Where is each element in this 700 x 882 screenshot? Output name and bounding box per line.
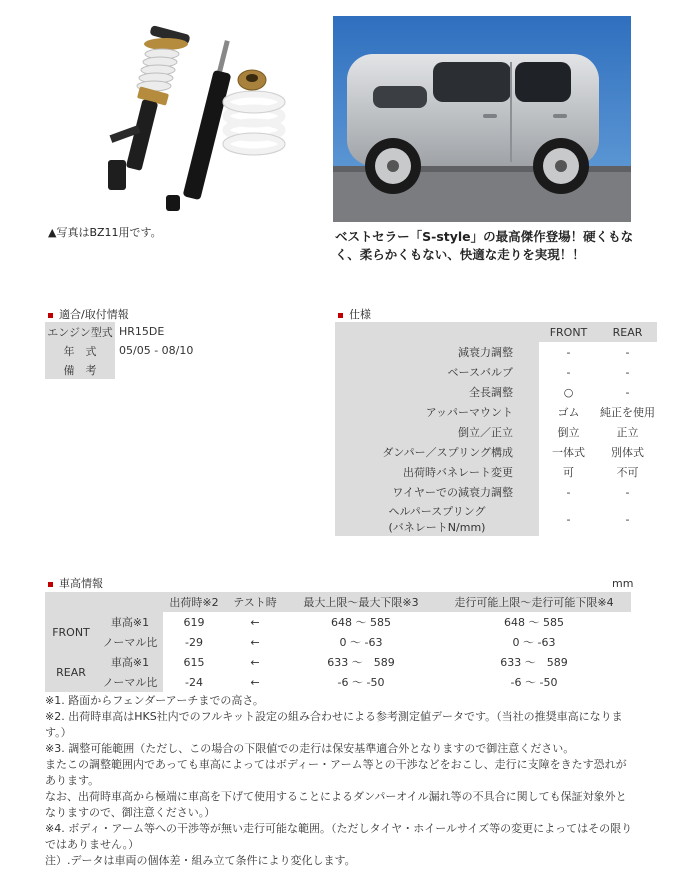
- table-row: [335, 402, 657, 422]
- spec-header-front: FRONT: [539, 322, 598, 342]
- spec-front: 一体式: [552, 446, 585, 459]
- cell-shipping: 619: [183, 615, 205, 629]
- header-blank-axle: [45, 592, 97, 612]
- spec-front: 倒立: [557, 426, 580, 439]
- spec-header-blank: [335, 322, 539, 342]
- car-illustration: [333, 16, 631, 222]
- spec-front: 可: [563, 466, 574, 479]
- cell-max-range: -6 ～ -50: [337, 676, 385, 689]
- spec-label: 全長調整: [335, 382, 539, 402]
- spec-front: -: [566, 365, 571, 379]
- fitment-label: 年 式: [45, 341, 115, 360]
- spec-rear: -: [625, 512, 630, 526]
- spec-rear: -: [625, 385, 630, 399]
- cell-test: ←: [250, 615, 260, 629]
- spec-front: ゴム: [557, 406, 580, 419]
- spec-label: ベースバルブ: [335, 362, 539, 382]
- spec-label: ワイヤーでの減衰力調整: [335, 482, 539, 502]
- spec-label: アッパーマウント: [335, 402, 539, 422]
- spec-rear: 正立: [616, 426, 639, 439]
- table-row: [45, 612, 631, 632]
- rear-spring: [223, 70, 285, 155]
- note-line: ※3. 調整可能範囲（ただし、この場合の下限値での走行は保安基準適合外となりますので御注意ください。: [45, 742, 575, 755]
- row-item: ノーマル比: [97, 672, 163, 692]
- cell-test: ←: [250, 635, 260, 649]
- spec-rear: -: [625, 485, 630, 499]
- unit-label: mm: [612, 577, 634, 590]
- spec-title-text: 仕様: [349, 308, 371, 321]
- table-row: [335, 462, 657, 482]
- fitment-table: [45, 322, 229, 379]
- table-row: [45, 341, 229, 360]
- spec-rear: 別体式: [611, 446, 644, 459]
- spec-rear: 純正を使用: [600, 406, 655, 419]
- spec-label: ダンパー／スプリング構成: [335, 442, 539, 462]
- table-row: [45, 322, 229, 341]
- cell-shipping: -24: [185, 675, 203, 689]
- spec-label: 減衰力調整: [335, 342, 539, 362]
- rear-damper: [166, 40, 231, 211]
- row-item: 車高※1: [97, 652, 163, 672]
- spec-section-title: [338, 306, 371, 322]
- note-line: 注）.データは車両の個体差・組み立て条件により変化します。: [45, 854, 356, 867]
- axle-rear: REAR: [45, 652, 97, 692]
- note-line: ※1. 路面からフェンダーアーチまでの高さ。: [45, 694, 264, 707]
- axle-front: FRONT: [45, 612, 97, 652]
- fitment-value: [115, 360, 229, 379]
- header-test: テスト時: [225, 592, 285, 612]
- table-row: [45, 632, 631, 652]
- car-photo: [333, 16, 631, 222]
- table-row: [335, 442, 657, 462]
- tagline: ベストセラー「S-style」の最高傑作登場！硬くもなく、柔らかくもない、快適な走りを実現！！: [335, 229, 634, 262]
- cell-drivable-range: -6 ～ -50: [510, 676, 558, 689]
- table-row: [335, 342, 657, 362]
- spec-label: 出荷時バネレート変更: [335, 462, 539, 482]
- ride-height-header-row: [45, 592, 631, 612]
- table-row: [335, 382, 657, 402]
- fitment-label: 備 考: [45, 360, 115, 379]
- section-marker-icon: [48, 313, 53, 318]
- spec-front: -: [566, 512, 571, 526]
- spec-front: ○: [563, 385, 574, 399]
- fitment-title-text: 適合/取付情報: [59, 308, 129, 321]
- cell-drivable-range: 648 ～ 585: [504, 616, 564, 629]
- note-line: ※4. ボディ・アーム等への干渉等が無い走行可能な範囲。（ただしタイヤ・ホイールサイズ等の変更によってはその限りではありません。）: [45, 822, 633, 851]
- header-drivable-range: 走行可能上限～走行可能下限※4: [437, 592, 631, 612]
- spec-rear: -: [625, 345, 630, 359]
- cell-shipping: 615: [183, 655, 205, 669]
- spec-front: -: [566, 345, 571, 359]
- ride-height-table: [45, 592, 631, 692]
- cell-test: ←: [250, 655, 260, 669]
- table-row: [335, 422, 657, 442]
- fitment-label: エンジン型式: [45, 322, 115, 341]
- product-caption: ▲写真はBZ11用です。: [48, 226, 162, 239]
- section-marker-icon: [48, 582, 53, 587]
- header-shipping: 出荷時※2: [163, 592, 225, 612]
- cell-max-range: 0 ～ -63: [339, 636, 383, 649]
- section-marker-icon: [338, 313, 343, 318]
- ride-height-title-text: 車高情報: [59, 577, 103, 590]
- fitment-value: HR15DE: [119, 325, 165, 338]
- ride-height-section-title: [48, 575, 103, 591]
- table-row: [335, 482, 657, 502]
- table-row: [335, 502, 657, 536]
- note-line: ※2. 出荷時車高はHKS社内でのフルキット設定の組み合わせによる参考測定値データです。（当社の推奨車高になります。）: [45, 710, 623, 739]
- cell-max-range: 633 ～ 589: [327, 656, 395, 669]
- cell-max-range: 648 ～ 585: [331, 616, 391, 629]
- row-item: ノーマル比: [97, 632, 163, 652]
- cell-test: ←: [250, 675, 260, 689]
- cell-drivable-range: 633 ～ 589: [500, 656, 568, 669]
- spec-header-row: [335, 322, 657, 342]
- cell-drivable-range: 0 ～ -63: [512, 636, 556, 649]
- fitment-section-title: [48, 306, 129, 322]
- header-max-range: 最大上限～最大下限※3: [285, 592, 437, 612]
- row-item: 車高※1: [97, 612, 163, 632]
- header-blank-item: [97, 592, 163, 612]
- table-row: [335, 362, 657, 382]
- fitment-value: 05/05 - 08/10: [119, 344, 194, 357]
- spec-header-rear: REAR: [598, 322, 657, 342]
- coilover-illustration: [70, 10, 290, 220]
- spec-rear: -: [625, 365, 630, 379]
- spec-label: 倒立／正立: [335, 422, 539, 442]
- cell-shipping: -29: [185, 635, 203, 649]
- table-row: [45, 652, 631, 672]
- spec-front: -: [566, 485, 571, 499]
- note-line: またこの調整範囲内であっても車高によってはボディー・アーム等との干渉などをおこし、走行に支障をきたす恐れがあります。: [45, 758, 627, 787]
- table-row: [45, 360, 229, 379]
- notes-block: [45, 693, 635, 869]
- spec-rear: 不可: [616, 466, 639, 479]
- note-line: なお、出荷時車高から極端に車高を下げて使用することによるダンパーオイル漏れ等の不具合に関しても保証対象外となりますので、御注意ください。）: [45, 790, 627, 819]
- product-photo: [70, 10, 290, 220]
- table-row: [45, 672, 631, 692]
- assembled-coilover: [108, 25, 191, 190]
- spec-label: ヘルパースプリング (バネレートN/mm): [335, 502, 539, 536]
- spec-table: [335, 322, 657, 536]
